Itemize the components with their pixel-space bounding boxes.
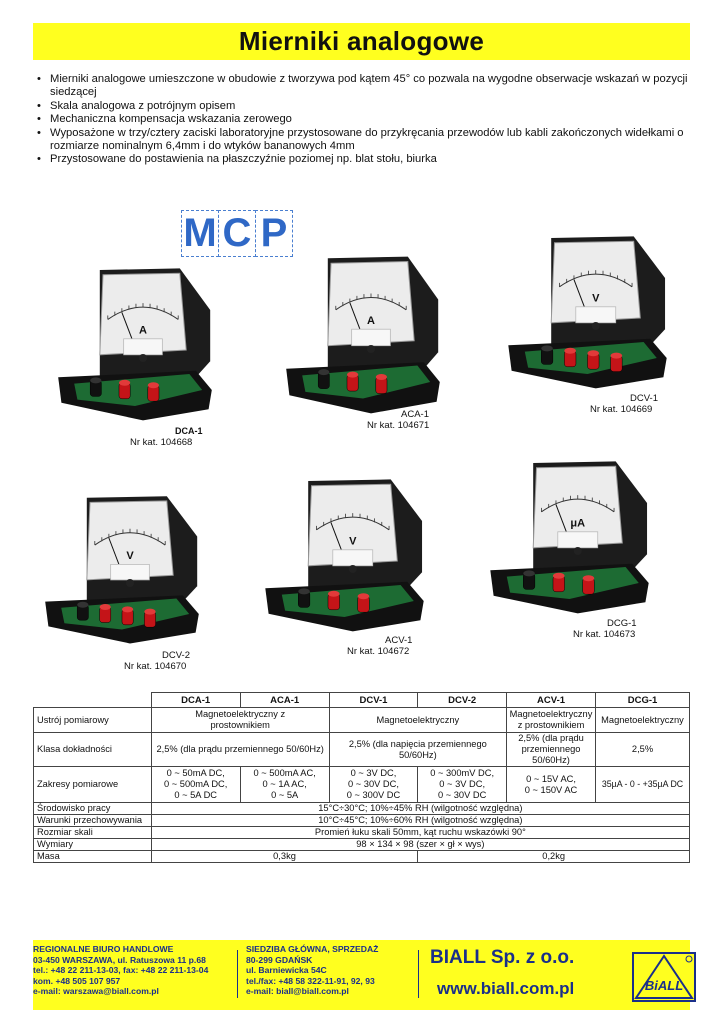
footer-divider	[237, 950, 238, 998]
meter-illustration	[283, 250, 443, 415]
table-cell: 2,5% (dla prądu przemiennego 50/60Hz)	[507, 733, 596, 767]
table-cell: Magnetoelektryczny z prostownikiem	[151, 708, 329, 733]
meter-illustration	[262, 473, 427, 633]
table-cell: 2,5%	[596, 733, 690, 767]
meter-model: DCG-1	[607, 618, 637, 629]
table-row	[34, 851, 690, 863]
table-cell	[418, 767, 507, 803]
meter-image-dcg1	[487, 455, 652, 615]
regional-phone: tel.: +48 22 211-13-03, fax: +48 22 211-13-04	[33, 965, 209, 976]
title-banner	[33, 23, 690, 60]
meter-model: DCV-2	[162, 650, 190, 661]
table-row	[34, 708, 690, 733]
svg-text:V: V	[349, 535, 357, 548]
regional-heading: REGIONALNE BIURO HANDLOWE	[33, 944, 174, 954]
meter-caption	[573, 618, 637, 640]
column-header: ACA-1	[240, 693, 329, 708]
logo-text: BiALL	[644, 978, 684, 993]
column-header: ACV-1	[507, 693, 596, 708]
column-header: DCV-2	[418, 693, 507, 708]
range-line: 0 ~ 3V DC,	[439, 779, 486, 789]
row-label: Klasa dokładności	[34, 733, 152, 767]
regional-email[interactable]: e-mail: warszawa@biall.com.pl	[33, 986, 159, 997]
catalog-number: Nr kat. 104669	[590, 404, 653, 415]
meter-image-dcv2	[42, 490, 202, 645]
table-row	[34, 733, 690, 767]
meter-caption	[130, 426, 203, 448]
headquarters	[246, 944, 378, 997]
biall-logo	[632, 952, 696, 1007]
feature-item: • Przystosowane do postawienia na płaszczyźnie poziomej np. blat stołu, biurka	[36, 153, 696, 166]
meter-caption	[347, 635, 412, 657]
catalog-number: Nr kat. 104670	[124, 661, 187, 672]
table-row	[34, 839, 690, 851]
column-header: DCG-1	[596, 693, 690, 708]
range-line: 0 ~ 150V AC	[524, 784, 578, 795]
company-name: BIALL Sp. z o.o.	[430, 947, 575, 968]
website-link[interactable]: www.biall.com.pl	[437, 979, 575, 998]
table-cell: 35µA - 0 - +35µA DC	[596, 767, 690, 803]
svg-text:V: V	[126, 550, 134, 563]
row-label: Ustrój pomiarowy	[34, 708, 152, 733]
feature-item: • Mechaniczna kompensacja wskazania zerowego	[36, 113, 696, 126]
svg-text:μA: μA	[570, 517, 586, 530]
table-cell: 10°C÷45°C; 10%÷60% RH (wilgotność względna)	[151, 815, 689, 827]
row-label: Warunki przechowywania	[34, 815, 152, 827]
svg-text:V: V	[592, 292, 600, 305]
mcp-letter: C	[218, 210, 256, 257]
range-line: 0 ~ 30V DC	[438, 790, 487, 800]
meter-model: ACV-1	[385, 635, 413, 646]
table-cell	[151, 767, 240, 803]
range-line: 0 ~ 5A DC	[174, 790, 218, 800]
regional-mobile: kom. +48 505 107 957	[33, 975, 121, 986]
catalog-number: Nr kat. 104668	[130, 437, 193, 448]
regional-office	[33, 944, 208, 997]
table-cell: 0,2kg	[418, 851, 690, 863]
meter-image-aca1	[283, 250, 443, 415]
mcp-letter: P	[255, 210, 293, 257]
meter-illustration	[505, 230, 670, 390]
feature-item: • Mierniki analogowe umieszczone w obudowie z tworzywa pod kątem 45° co pozwala na wygodne obserwacje wskazań w pozycji siedzącej	[36, 73, 696, 100]
range-line: 0 ~ 30V DC,	[348, 779, 399, 789]
catalog-number: Nr kat. 104672	[347, 646, 410, 657]
range-line: 0 ~ 50mA DC,	[166, 768, 225, 778]
spec-table	[33, 692, 690, 863]
mcp-letter: M	[181, 210, 219, 257]
table-cell: 15°C÷30°C; 10%÷45% RH (wilgotność względna)	[151, 803, 689, 815]
meter-image-dcv1	[505, 230, 670, 390]
table-cell: 98 × 134 × 98 (szer × gł × wys)	[151, 839, 689, 851]
feature-list	[36, 73, 696, 167]
row-label: Rozmiar skali	[34, 827, 152, 839]
meter-model: DCV-1	[630, 393, 658, 404]
table-cell	[507, 767, 596, 803]
catalog-number: Nr kat. 104671	[367, 420, 430, 431]
row-label: Środowisko pracy	[34, 803, 152, 815]
table-header-row	[34, 693, 690, 708]
svg-text:A: A	[139, 324, 147, 337]
column-header: DCV-1	[329, 693, 418, 708]
table-row	[34, 803, 690, 815]
table-cell: Magnetoelektryczny z prostownikiem	[507, 708, 596, 733]
table-cell	[240, 767, 329, 803]
range-line: 0 ~ 300V DC	[346, 790, 401, 800]
svg-text:A: A	[367, 314, 375, 327]
table-cell: Promień łuku skali 50mm, kąt ruchu wskazówki 90°	[151, 827, 689, 839]
meter-illustration	[487, 455, 652, 615]
table-cell	[329, 767, 418, 803]
table-row	[34, 827, 690, 839]
meter-model: ACA-1	[401, 409, 429, 420]
table-corner	[34, 693, 152, 708]
feature-item: • Wyposażone w trzy/cztery zaciski laboratoryjne przystosowane do przykręcania przewodów lub kabli zakończonych widełkami o rozmiarze nominalnym 6,4mm i do wtyków bananowych 4mm	[36, 127, 696, 154]
table-row	[34, 767, 690, 803]
hq-street: ul. Barniewicka 54C	[246, 965, 327, 976]
footer-divider	[418, 950, 419, 998]
meter-illustration	[42, 490, 202, 645]
feature-item: • Skala analogowa z potrójnym opisem	[36, 100, 696, 113]
range-line: 0 ~ 3V DC,	[350, 768, 397, 778]
table-cell: Magnetoelektryczny	[596, 708, 690, 733]
meter-image-dca1	[55, 262, 215, 422]
row-label: Wymiary	[34, 839, 152, 851]
meter-caption	[124, 650, 190, 672]
page-title: Mierniki analogowe	[238, 26, 485, 56]
hq-phone: tel./fax: +48 58 322-11-91, 92, 93	[246, 975, 375, 986]
table-cell: Magnetoelektryczny	[329, 708, 506, 733]
table-cell: 0,3kg	[151, 851, 418, 863]
row-label: Zakresy pomiarowe	[34, 767, 152, 803]
hq-city: 80-299 GDAŃSK	[246, 954, 313, 965]
table-cell: 2,5% (dla napięcia przemiennego 50/60Hz)	[329, 733, 506, 767]
range-line: 0 ~ 5A	[271, 790, 299, 800]
range-line: 0 ~ 500mA AC,	[253, 768, 316, 778]
meter-caption	[367, 409, 429, 431]
catalog-number: Nr kat. 104673	[573, 629, 636, 640]
column-header: DCA-1	[151, 693, 240, 708]
meter-caption	[590, 393, 658, 415]
table-cell: 2,5% (dla prądu przemiennego 50/60Hz)	[151, 733, 329, 767]
mcp-logo	[181, 210, 292, 257]
meter-illustration	[55, 262, 215, 422]
meter-image-acv1	[262, 473, 427, 633]
range-line: 0 ~ 1A AC,	[262, 779, 307, 789]
range-line: 0 ~ 15V AC,	[526, 773, 576, 784]
regional-address: 03-450 WARSZAWA, ul. Ratuszowa 11 p.68	[33, 954, 206, 965]
hq-heading: SIEDZIBA GŁÓWNA, SPRZEDAŻ	[246, 944, 379, 954]
range-line: 0 ~ 300mV DC,	[430, 768, 495, 778]
hq-email[interactable]: e-mail: biall@biall.com.pl	[246, 986, 349, 997]
table-row	[34, 815, 690, 827]
meter-model: DCA-1	[175, 426, 203, 436]
range-line: 0 ~ 500mA DC,	[164, 779, 228, 789]
row-label: Masa	[34, 851, 152, 863]
